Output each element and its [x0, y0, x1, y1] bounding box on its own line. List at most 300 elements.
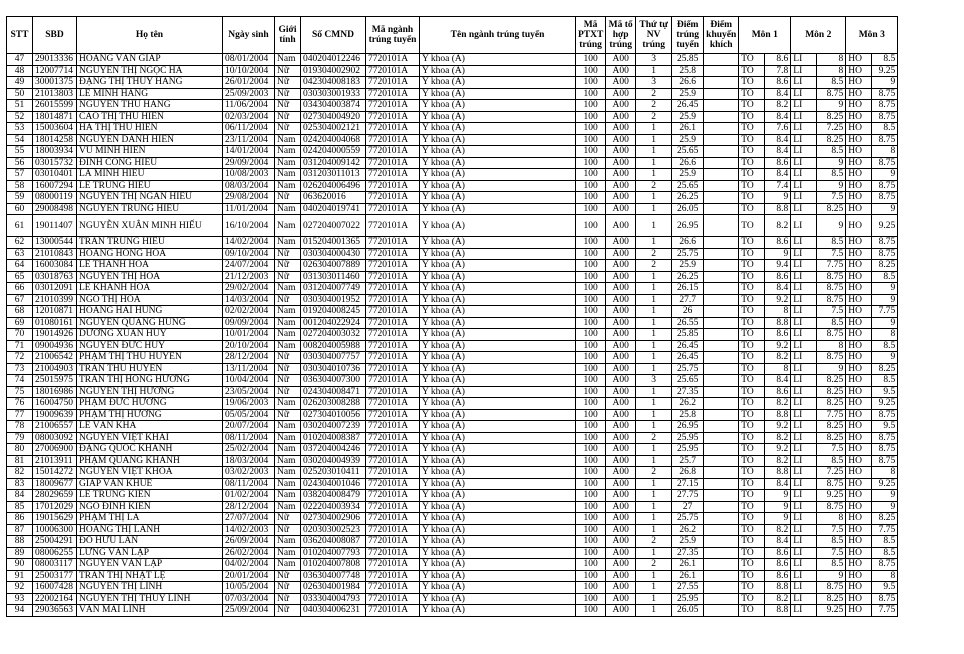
cell-gioi-tinh: Nữ: [275, 352, 301, 364]
cell-stt: 73: [7, 363, 33, 375]
cell-diem-trung-tuyen: 26.2: [672, 524, 704, 536]
cell-ngay-sinh: 01/02/2004: [223, 490, 275, 502]
cell-ngay-sinh: 13/11/2004: [223, 363, 275, 375]
cell-ngay-sinh: 26/02/2004: [223, 547, 275, 559]
cell-stt: 66: [7, 283, 33, 295]
cell-ma-nganh: 7720101A: [366, 490, 420, 502]
cell-mon-1-code: TO: [739, 146, 765, 158]
cell-ho-ten: CAO THỊ THU HIỀN: [77, 111, 223, 123]
cell-ma-nganh: 7720101A: [366, 340, 420, 352]
cell-ma-nganh: 7720101A: [366, 215, 420, 237]
cell-so-cmnd: 001204022924: [301, 317, 366, 329]
cell-mon-1-code: TO: [739, 271, 765, 283]
cell-mon-1-code: TO: [739, 215, 765, 237]
cell-so-cmnd: 027304002906: [301, 513, 366, 525]
table-row: [7, 54, 898, 66]
cell-ma-ptxt: 100: [576, 157, 606, 169]
cell-sbd: 08003092: [33, 432, 77, 444]
cell-ma-nganh: 7720101A: [366, 375, 420, 387]
cell-mon-2-code: LI: [791, 455, 817, 467]
cell-thu-tu-nv: 1: [636, 547, 672, 559]
cell-ten-nganh: Y khoa (A): [420, 192, 576, 204]
cell-diem-trung-tuyen: 25.75: [672, 513, 704, 525]
cell-mon-1-code: TO: [739, 490, 765, 502]
cell-ma-nganh: 7720101A: [366, 386, 420, 398]
cell-mon-3-code: HO: [846, 100, 872, 112]
col-header-mon-2: Môn 2: [791, 17, 846, 54]
cell-ma-nganh: 7720101A: [366, 467, 420, 479]
cell-so-cmnd: 026304007889: [301, 260, 366, 272]
cell-mon-2-code: LI: [791, 386, 817, 398]
cell-ho-ten: VĂN MAI LINH: [77, 605, 223, 617]
cell-mon-2-score: 8.5: [817, 317, 846, 329]
col-header-ten-nganh: Tên ngành trúng tuyển: [420, 17, 576, 54]
cell-ho-ten: PHẠM QUANG KHÁNH: [77, 455, 223, 467]
cell-ma-ptxt: 100: [576, 283, 606, 295]
cell-ma-ptxt: 100: [576, 248, 606, 260]
cell-mon-2-code: LI: [791, 134, 817, 146]
cell-stt: 68: [7, 306, 33, 318]
cell-ma-ptxt: 100: [576, 54, 606, 66]
cell-mon-2-score: 8.75: [817, 88, 846, 100]
cell-mon-1-code: TO: [739, 467, 765, 479]
cell-gioi-tinh: Nữ: [275, 582, 301, 594]
cell-ma-to-hop: A00: [606, 294, 636, 306]
cell-ho-ten: NGUYỄN VĂN LẬP: [77, 559, 223, 571]
cell-ma-ptxt: 100: [576, 340, 606, 352]
cell-so-cmnd: 030204004939: [301, 455, 366, 467]
cell-diem-trung-tuyen: 26.55: [672, 317, 704, 329]
cell-thu-tu-nv: 1: [636, 570, 672, 582]
table-row: [7, 375, 898, 387]
cell-diem-khuyen-khich: [704, 409, 739, 421]
cell-diem-trung-tuyen: 25.9: [672, 536, 704, 548]
cell-sbd: 19011407: [33, 215, 77, 237]
cell-stt: 71: [7, 340, 33, 352]
cell-thu-tu-nv: 1: [636, 169, 672, 181]
cell-mon-3-score: 9.25: [872, 215, 898, 237]
cell-ngay-sinh: 14/03/2004: [223, 294, 275, 306]
cell-diem-trung-tuyen: 26.05: [672, 605, 704, 617]
cell-mon-3-score: 8: [872, 329, 898, 341]
cell-ma-nganh: 7720101A: [366, 260, 420, 272]
table-row: [7, 215, 898, 237]
cell-diem-trung-tuyen: 26.1: [672, 123, 704, 135]
table-row: [7, 455, 898, 467]
cell-stt: 49: [7, 77, 33, 89]
cell-mon-1-code: TO: [739, 340, 765, 352]
cell-mon-1-score: 8.6: [765, 559, 791, 571]
cell-ngay-sinh: 23/05/2004: [223, 386, 275, 398]
table-row: [7, 237, 898, 249]
cell-mon-2-code: LI: [791, 329, 817, 341]
cell-thu-tu-nv: 2: [636, 248, 672, 260]
cell-mon-2-score: 8.25: [817, 593, 846, 605]
cell-ho-ten: VŨ MINH HIỂN: [77, 146, 223, 158]
cell-ho-ten: NGUYỄN QUANG HÙNG: [77, 317, 223, 329]
cell-mon-3-code: HO: [846, 237, 872, 249]
cell-mon-2-score: 8.75: [817, 352, 846, 364]
cell-sbd: 29008498: [33, 203, 77, 215]
cell-diem-khuyen-khich: [704, 352, 739, 364]
cell-ma-to-hop: A00: [606, 593, 636, 605]
cell-ma-nganh: 7720101A: [366, 248, 420, 260]
cell-gioi-tinh: Nam: [275, 134, 301, 146]
cell-diem-khuyen-khich: [704, 146, 739, 158]
cell-thu-tu-nv: 1: [636, 65, 672, 77]
cell-mon-2-code: LI: [791, 340, 817, 352]
cell-diem-trung-tuyen: 25.85: [672, 54, 704, 66]
cell-mon-2-score: 9: [817, 215, 846, 237]
cell-diem-khuyen-khich: [704, 467, 739, 479]
cell-sbd: 03018763: [33, 271, 77, 283]
col-header-diem-trung-tuyen: Điểm trúng tuyển: [672, 17, 704, 54]
cell-gioi-tinh: Nam: [275, 146, 301, 158]
cell-sbd: 25004291: [33, 536, 77, 548]
cell-mon-2-score: 9: [817, 180, 846, 192]
cell-mon-2-code: LI: [791, 375, 817, 387]
cell-thu-tu-nv: 1: [636, 294, 672, 306]
cell-thu-tu-nv: 3: [636, 54, 672, 66]
cell-ngay-sinh: 16/10/2004: [223, 215, 275, 237]
cell-ma-ptxt: 100: [576, 260, 606, 272]
cell-mon-2-score: 7.25: [817, 123, 846, 135]
cell-ma-nganh: 7720101A: [366, 306, 420, 318]
cell-mon-3-score: 7.75: [872, 524, 898, 536]
cell-sbd: 18014871: [33, 111, 77, 123]
cell-ma-to-hop: A00: [606, 513, 636, 525]
cell-mon-3-code: HO: [846, 593, 872, 605]
cell-sbd: 21006542: [33, 352, 77, 364]
cell-mon-1-score: 9.4: [765, 260, 791, 272]
cell-mon-3-score: 9: [872, 203, 898, 215]
cell-mon-2-score: 7.5: [817, 524, 846, 536]
cell-diem-khuyen-khich: [704, 123, 739, 135]
cell-so-cmnd: 027204003032: [301, 329, 366, 341]
cell-mon-1-code: TO: [739, 77, 765, 89]
table-row: [7, 386, 898, 398]
cell-mon-3-score: 9: [872, 490, 898, 502]
cell-ma-nganh: 7720101A: [366, 111, 420, 123]
cell-ma-ptxt: 100: [576, 524, 606, 536]
cell-sbd: 21006557: [33, 421, 77, 433]
cell-sbd: 12010871: [33, 306, 77, 318]
cell-diem-khuyen-khich: [704, 421, 739, 433]
cell-mon-3-score: 9: [872, 294, 898, 306]
cell-mon-2-score: 8.25: [817, 432, 846, 444]
cell-mon-1-code: TO: [739, 203, 765, 215]
cell-thu-tu-nv: 2: [636, 111, 672, 123]
cell-ma-to-hop: A00: [606, 134, 636, 146]
cell-mon-2-code: LI: [791, 444, 817, 456]
cell-diem-trung-tuyen: 25.7: [672, 455, 704, 467]
cell-ngay-sinh: 18/03/2004: [223, 455, 275, 467]
table-row: [7, 536, 898, 548]
col-header-ma-nganh: Mã ngành trúng tuyển: [366, 17, 420, 54]
cell-mon-2-code: LI: [791, 398, 817, 410]
cell-thu-tu-nv: 1: [636, 340, 672, 352]
cell-mon-2-code: LI: [791, 524, 817, 536]
cell-sbd: 08006255: [33, 547, 77, 559]
cell-ngay-sinh: 26/09/2004: [223, 536, 275, 548]
cell-ngay-sinh: 20/07/2004: [223, 421, 275, 433]
cell-ho-ten: TRẦN THỊ NHẬT LỆ: [77, 570, 223, 582]
cell-sbd: 21004903: [33, 363, 77, 375]
cell-diem-trung-tuyen: 26.8: [672, 467, 704, 479]
cell-ma-nganh: 7720101A: [366, 501, 420, 513]
cell-mon-1-code: TO: [739, 513, 765, 525]
cell-ma-to-hop: A00: [606, 536, 636, 548]
cell-ten-nganh: Y khoa (A): [420, 570, 576, 582]
cell-ma-to-hop: A00: [606, 317, 636, 329]
cell-diem-khuyen-khich: [704, 306, 739, 318]
cell-mon-3-score: 8.75: [872, 192, 898, 204]
cell-gioi-tinh: Nam: [275, 501, 301, 513]
cell-mon-3-score: 9.5: [872, 386, 898, 398]
cell-diem-khuyen-khich: [704, 100, 739, 112]
cell-ho-ten: NGÔ ĐÌNH KIÊN: [77, 501, 223, 513]
cell-so-cmnd: 036304007300: [301, 375, 366, 387]
cell-mon-3-code: HO: [846, 547, 872, 559]
cell-ten-nganh: Y khoa (A): [420, 306, 576, 318]
cell-stt: 77: [7, 409, 33, 421]
cell-mon-3-code: HO: [846, 123, 872, 135]
cell-diem-khuyen-khich: [704, 582, 739, 594]
cell-ma-ptxt: 100: [576, 294, 606, 306]
cell-ngay-sinh: 02/03/2004: [223, 111, 275, 123]
cell-mon-2-score: 9.25: [817, 605, 846, 617]
cell-ma-to-hop: A00: [606, 570, 636, 582]
cell-gioi-tinh: Nam: [275, 547, 301, 559]
table-row: [7, 329, 898, 341]
table-row: [7, 605, 898, 617]
cell-diem-khuyen-khich: [704, 375, 739, 387]
cell-ma-ptxt: 100: [576, 77, 606, 89]
cell-ngay-sinh: 14/02/2004: [223, 237, 275, 249]
cell-so-cmnd: 010204007808: [301, 559, 366, 571]
cell-diem-khuyen-khich: [704, 248, 739, 260]
cell-mon-1-score: 8.4: [765, 283, 791, 295]
cell-diem-trung-tuyen: 27.7: [672, 294, 704, 306]
cell-ngay-sinh: 24/07/2004: [223, 260, 275, 272]
cell-mon-3-code: HO: [846, 203, 872, 215]
cell-ten-nganh: Y khoa (A): [420, 260, 576, 272]
cell-ten-nganh: Y khoa (A): [420, 386, 576, 398]
cell-mon-1-score: 8.2: [765, 352, 791, 364]
cell-stt: 89: [7, 547, 33, 559]
cell-mon-2-score: 8.5: [817, 169, 846, 181]
cell-ho-ten: PHẠM ĐỨC HƯỚNG: [77, 398, 223, 410]
cell-sbd: 15003604: [33, 123, 77, 135]
cell-mon-1-code: TO: [739, 248, 765, 260]
cell-ngay-sinh: 08/01/2004: [223, 54, 275, 66]
cell-ma-to-hop: A00: [606, 375, 636, 387]
cell-mon-2-score: 7.5: [817, 547, 846, 559]
cell-sbd: 15014272: [33, 467, 77, 479]
cell-ma-nganh: 7720101A: [366, 352, 420, 364]
cell-mon-2-code: LI: [791, 490, 817, 502]
col-header-ma-ptxt: Mã PTXT trúng: [576, 17, 606, 54]
cell-ma-ptxt: 100: [576, 352, 606, 364]
cell-stt: 59: [7, 192, 33, 204]
cell-ma-nganh: 7720101A: [366, 65, 420, 77]
cell-diem-khuyen-khich: [704, 317, 739, 329]
cell-diem-khuyen-khich: [704, 432, 739, 444]
cell-ma-nganh: 7720101A: [366, 478, 420, 490]
cell-mon-3-score: 9: [872, 317, 898, 329]
cell-sbd: 17012029: [33, 501, 77, 513]
cell-thu-tu-nv: 1: [636, 352, 672, 364]
cell-diem-khuyen-khich: [704, 478, 739, 490]
cell-mon-2-score: 8: [817, 54, 846, 66]
cell-stt: 62: [7, 237, 33, 249]
cell-mon-1-code: TO: [739, 432, 765, 444]
cell-mon-2-code: LI: [791, 283, 817, 295]
cell-mon-2-score: 8.25: [817, 386, 846, 398]
cell-ma-ptxt: 100: [576, 237, 606, 249]
cell-stt: 61: [7, 215, 33, 237]
cell-mon-3-score: 8.75: [872, 157, 898, 169]
cell-ma-to-hop: A00: [606, 398, 636, 410]
cell-stt: 63: [7, 248, 33, 260]
cell-thu-tu-nv: 2: [636, 432, 672, 444]
cell-sbd: 21010843: [33, 248, 77, 260]
cell-ma-nganh: 7720101A: [366, 329, 420, 341]
table-row: [7, 248, 898, 260]
cell-thu-tu-nv: 1: [636, 605, 672, 617]
cell-stt: 83: [7, 478, 33, 490]
cell-stt: 91: [7, 570, 33, 582]
cell-ten-nganh: Y khoa (A): [420, 157, 576, 169]
cell-ten-nganh: Y khoa (A): [420, 77, 576, 89]
cell-mon-1-code: TO: [739, 134, 765, 146]
cell-ma-nganh: 7720101A: [366, 559, 420, 571]
cell-diem-trung-tuyen: 25.9: [672, 88, 704, 100]
cell-diem-khuyen-khich: [704, 294, 739, 306]
cell-stt: 60: [7, 203, 33, 215]
cell-ten-nganh: Y khoa (A): [420, 203, 576, 215]
cell-ten-nganh: Y khoa (A): [420, 409, 576, 421]
cell-ten-nganh: Y khoa (A): [420, 329, 576, 341]
cell-mon-2-score: 7.5: [817, 444, 846, 456]
cell-mon-2-code: LI: [791, 180, 817, 192]
cell-mon-3-code: HO: [846, 501, 872, 513]
cell-ma-to-hop: A00: [606, 111, 636, 123]
cell-ma-ptxt: 100: [576, 398, 606, 410]
cell-thu-tu-nv: 1: [636, 283, 672, 295]
cell-mon-1-code: TO: [739, 317, 765, 329]
cell-ma-nganh: 7720101A: [366, 169, 420, 181]
cell-ten-nganh: Y khoa (A): [420, 65, 576, 77]
cell-mon-3-code: HO: [846, 605, 872, 617]
cell-gioi-tinh: Nam: [275, 432, 301, 444]
cell-mon-3-score: 8.75: [872, 593, 898, 605]
cell-thu-tu-nv: 3: [636, 375, 672, 387]
cell-mon-2-score: 8.5: [817, 146, 846, 158]
cell-stt: 64: [7, 260, 33, 272]
cell-thu-tu-nv: 1: [636, 409, 672, 421]
cell-mon-2-code: LI: [791, 352, 817, 364]
table-row: [7, 317, 898, 329]
cell-thu-tu-nv: 1: [636, 421, 672, 433]
cell-ma-nganh: 7720101A: [366, 192, 420, 204]
cell-mon-2-code: LI: [791, 478, 817, 490]
cell-stt: 57: [7, 169, 33, 181]
table-row: [7, 547, 898, 559]
cell-mon-1-code: TO: [739, 536, 765, 548]
cell-diem-trung-tuyen: 25.65: [672, 146, 704, 158]
cell-so-cmnd: 010204008387: [301, 432, 366, 444]
table-row: [7, 283, 898, 295]
cell-ma-to-hop: A00: [606, 100, 636, 112]
cell-diem-trung-tuyen: 25.95: [672, 432, 704, 444]
cell-diem-trung-tuyen: 27.75: [672, 490, 704, 502]
cell-mon-3-code: HO: [846, 490, 872, 502]
cell-diem-khuyen-khich: [704, 65, 739, 77]
cell-diem-khuyen-khich: [704, 192, 739, 204]
cell-mon-2-score: 8.75: [817, 294, 846, 306]
cell-stt: 80: [7, 444, 33, 456]
cell-so-cmnd: 019204008245: [301, 306, 366, 318]
table-row: [7, 88, 898, 100]
cell-ten-nganh: Y khoa (A): [420, 513, 576, 525]
cell-diem-khuyen-khich: [704, 490, 739, 502]
cell-mon-2-score: 9: [817, 363, 846, 375]
cell-ma-to-hop: A00: [606, 203, 636, 215]
cell-thu-tu-nv: 2: [636, 88, 672, 100]
cell-so-cmnd: 036304007748: [301, 570, 366, 582]
cell-ma-to-hop: A00: [606, 386, 636, 398]
cell-so-cmnd: 034304003874: [301, 100, 366, 112]
cell-mon-3-score: 8.5: [872, 54, 898, 66]
cell-mon-1-score: 8.8: [765, 605, 791, 617]
cell-ho-ten: LÊ VĂN KHA: [77, 421, 223, 433]
cell-ngay-sinh: 28/12/2004: [223, 501, 275, 513]
cell-so-cmnd: 024204000559: [301, 146, 366, 158]
cell-mon-3-code: HO: [846, 536, 872, 548]
cell-mon-2-code: LI: [791, 248, 817, 260]
cell-ten-nganh: Y khoa (A): [420, 455, 576, 467]
cell-ho-ten: LÊ KHÁNH HÒA: [77, 283, 223, 295]
cell-gioi-tinh: Nữ: [275, 111, 301, 123]
cell-ten-nganh: Y khoa (A): [420, 340, 576, 352]
cell-sbd: 18016986: [33, 386, 77, 398]
cell-ma-to-hop: A00: [606, 352, 636, 364]
cell-stt: 86: [7, 513, 33, 525]
cell-mon-1-score: 8.6: [765, 570, 791, 582]
table-row: [7, 169, 898, 181]
cell-gioi-tinh: Nữ: [275, 409, 301, 421]
cell-ma-nganh: 7720101A: [366, 570, 420, 582]
cell-diem-khuyen-khich: [704, 134, 739, 146]
cell-ma-nganh: 7720101A: [366, 54, 420, 66]
cell-thu-tu-nv: 1: [636, 306, 672, 318]
cell-mon-3-score: 8.5: [872, 271, 898, 283]
cell-mon-2-code: LI: [791, 157, 817, 169]
cell-diem-trung-tuyen: 25.95: [672, 593, 704, 605]
cell-ma-nganh: 7720101A: [366, 317, 420, 329]
cell-so-cmnd: 026304001984: [301, 582, 366, 594]
cell-diem-trung-tuyen: 25.65: [672, 375, 704, 387]
cell-ho-ten: NGUYỄN THỊ LINH: [77, 582, 223, 594]
cell-ten-nganh: Y khoa (A): [420, 582, 576, 594]
cell-ma-ptxt: 100: [576, 306, 606, 318]
cell-mon-1-code: TO: [739, 237, 765, 249]
cell-mon-3-score: 8.75: [872, 237, 898, 249]
cell-mon-1-code: TO: [739, 375, 765, 387]
cell-ma-nganh: 7720101A: [366, 513, 420, 525]
cell-ten-nganh: Y khoa (A): [420, 317, 576, 329]
